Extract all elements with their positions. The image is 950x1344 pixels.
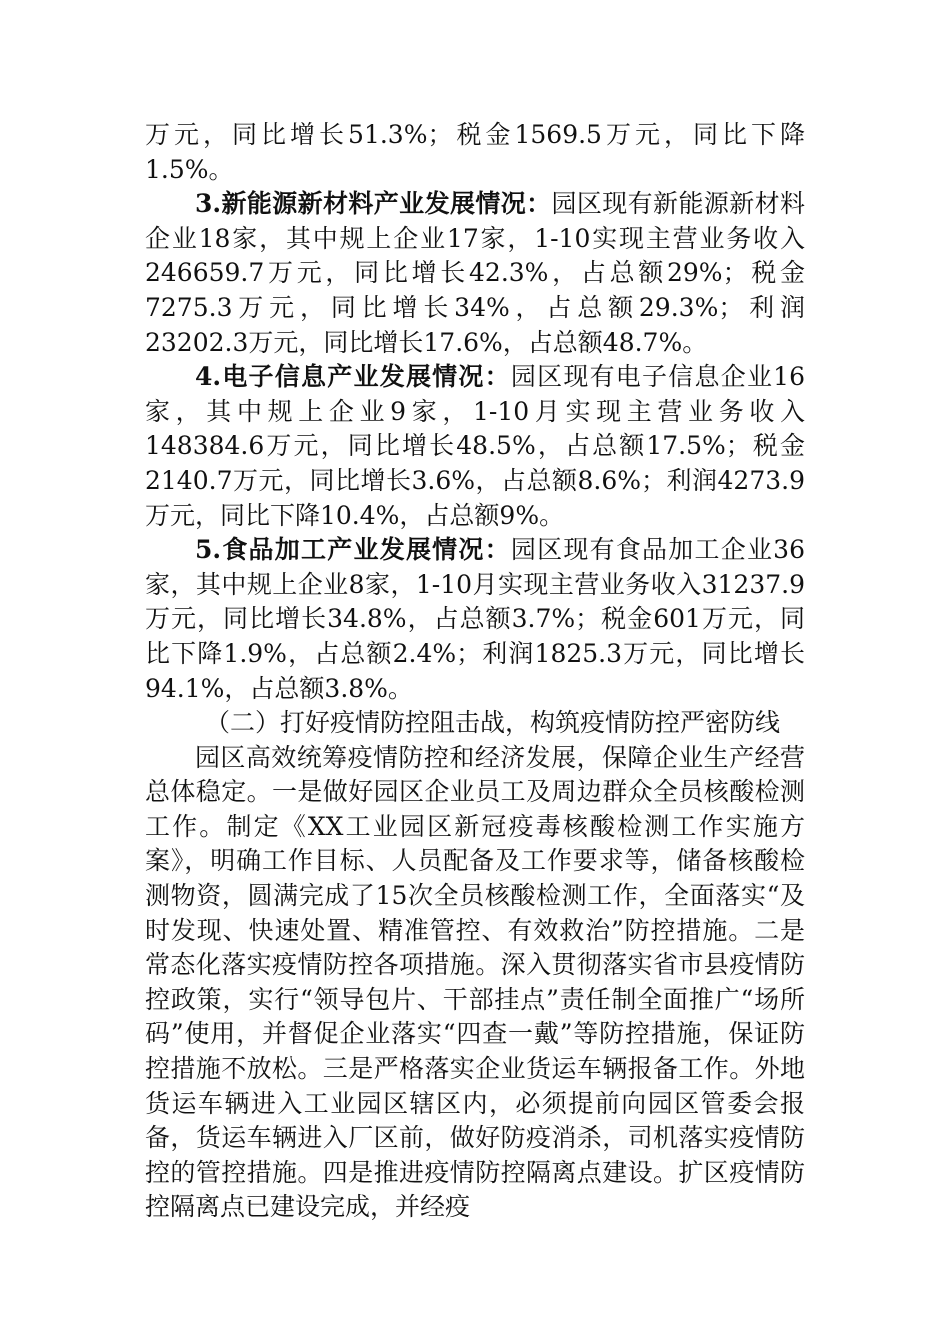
paragraph-continued bbox=[145, 118, 805, 187]
document-page bbox=[145, 118, 805, 1225]
paragraph-body: 万元，同比增长51.3%；税金1569.5万元，同比下降1.5%。 bbox=[145, 120, 805, 184]
paragraph-heading: 5.食品加工产业发展情况： bbox=[195, 535, 511, 565]
paragraph-epidemic-control bbox=[145, 741, 805, 1225]
paragraph-body: 园区现有新能源新材料企业18家，其中规上企业17家，1-10实现主营业务收入246659.7万元，同比增长42.3%，占总额29%；税金7275.3万元，同比增长34%，占总额29.3%；利润23202.3万元，同比增长17.6%，占总额48.7%。 bbox=[145, 189, 805, 357]
paragraph-electronics bbox=[145, 360, 805, 533]
section-heading: （二）打好疫情防控阻击战，构筑疫情防控严密防线 bbox=[205, 708, 781, 738]
paragraph-food-processing bbox=[145, 533, 805, 706]
paragraph-body: 园区现有电子信息企业16家，其中规上企业9家，1-10月实现主营业务收入148384.6万元，同比增长48.5%，占总额17.5%；税金2140.7万元，同比增长3.6%，占总额8.6%；利润4273.9万元，同比下降10.4%，占总额9%。 bbox=[145, 362, 805, 530]
paragraph-body: 园区高效统筹疫情防控和经济发展，保障企业生产经营总体稳定。一是做好园区企业员工及周边群众全员核酸检测工作。制定《XX工业园区新冠疫毒核酸检测工作实施方案》，明确工作目标、人员配备及工作要求等，储备核酸检测物资，圆满完成了15次全员核酸检测工作，全面落实“及时发现、快速处置、精准管控、有效救治”防控措施。二是常态化落实疫情防控各项措施。深入贯彻落实省市县疫情防控政策，实行“领导包片、干部挂点”责任制全面推广“场所码”使用，并督促企业落实“四查一戴”等防控措施，保证防控措施不放松。三是严格落实企业货运车辆报备工作。外地货运车辆进入工业园区辖区内，必须提前向园区管委会报备，货运车辆进入厂区前，做好防疫消杀，司机落实疫情防控的管控措施。四是推进疫情防控隔离点建设。扩区疫情防控隔离点已建设完成，并经疫 bbox=[145, 742, 805, 1222]
paragraph-heading: 3.新能源新材料产业发展情况： bbox=[195, 189, 552, 219]
paragraph-body: 园区现有食品加工企业36家，其中规上企业8家，1-10月实现主营业务收入31237.9万元，同比增长34.8%，占总额3.7%；税金601万元，同比下降1.9%，占总额2.4%；利润1825.3万元，同比增长94.1%，占总额3.8%。 bbox=[145, 535, 805, 703]
paragraph-new-energy bbox=[145, 187, 805, 360]
paragraph-heading: 4.电子信息产业发展情况： bbox=[195, 362, 511, 392]
